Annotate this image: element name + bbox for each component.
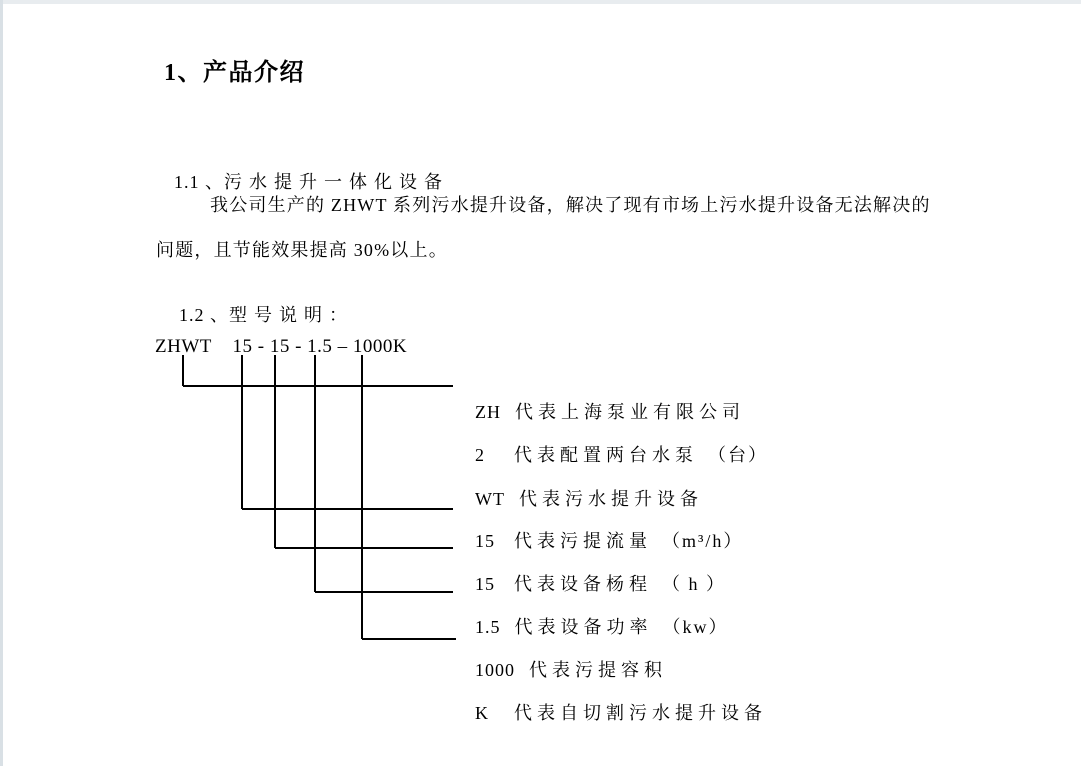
- legend-meaning: 代表设备杨程: [514, 574, 652, 594]
- legend-meaning: 代表设备功率: [514, 617, 653, 637]
- legend-unit: （ h ）: [662, 574, 726, 594]
- legend-unit: （台）: [708, 445, 768, 465]
- model-code: ZHWT 15 - 15 - 1.5 – 1000K: [155, 336, 408, 357]
- legend-meaning: 代表污提流量: [514, 531, 652, 551]
- legend-code: 1.5: [475, 617, 501, 637]
- legend-code: 15: [475, 531, 495, 551]
- legend-code: ZH: [475, 402, 501, 422]
- section-1-2-number: 1.2 、: [179, 305, 229, 325]
- paragraph-line-2: 问题，且节能效果提高 30%以上。: [156, 240, 448, 260]
- legend-meaning: 代表配置两台水泵: [514, 445, 698, 465]
- legend-code: 2: [475, 445, 485, 465]
- section-1-1-number: 1.1 、: [174, 172, 224, 192]
- legend-meaning: 代表污水提升设备: [518, 489, 703, 509]
- legend-meaning: 代表自切割污水提升设备: [514, 703, 767, 723]
- section-1-2-title: 型号说明：: [229, 305, 354, 325]
- legend-code: WT: [475, 489, 505, 509]
- legend-row-k: [457, 677, 777, 749]
- legend-code: 1000: [475, 660, 515, 680]
- legend-code: K: [475, 703, 489, 723]
- page-edge-left: [0, 0, 3, 766]
- paragraph-line-1: 我公司生产的 ZHWT 系列污水提升设备，解决了现有市场上污水提升设备无法解决的: [210, 195, 931, 215]
- page-title: 1、产品介绍: [164, 60, 305, 86]
- legend-unit: （m³/h）: [662, 531, 744, 551]
- legend-unit: （kw）: [662, 617, 729, 637]
- page-edge-top: [0, 0, 1081, 4]
- legend-meaning: 代表上海泵业有限公司: [515, 402, 745, 422]
- section-1-1-title: 污水提升一体化设备: [224, 172, 449, 192]
- legend-meaning: 代表污提容积: [529, 660, 667, 680]
- legend-code: 15: [475, 574, 495, 594]
